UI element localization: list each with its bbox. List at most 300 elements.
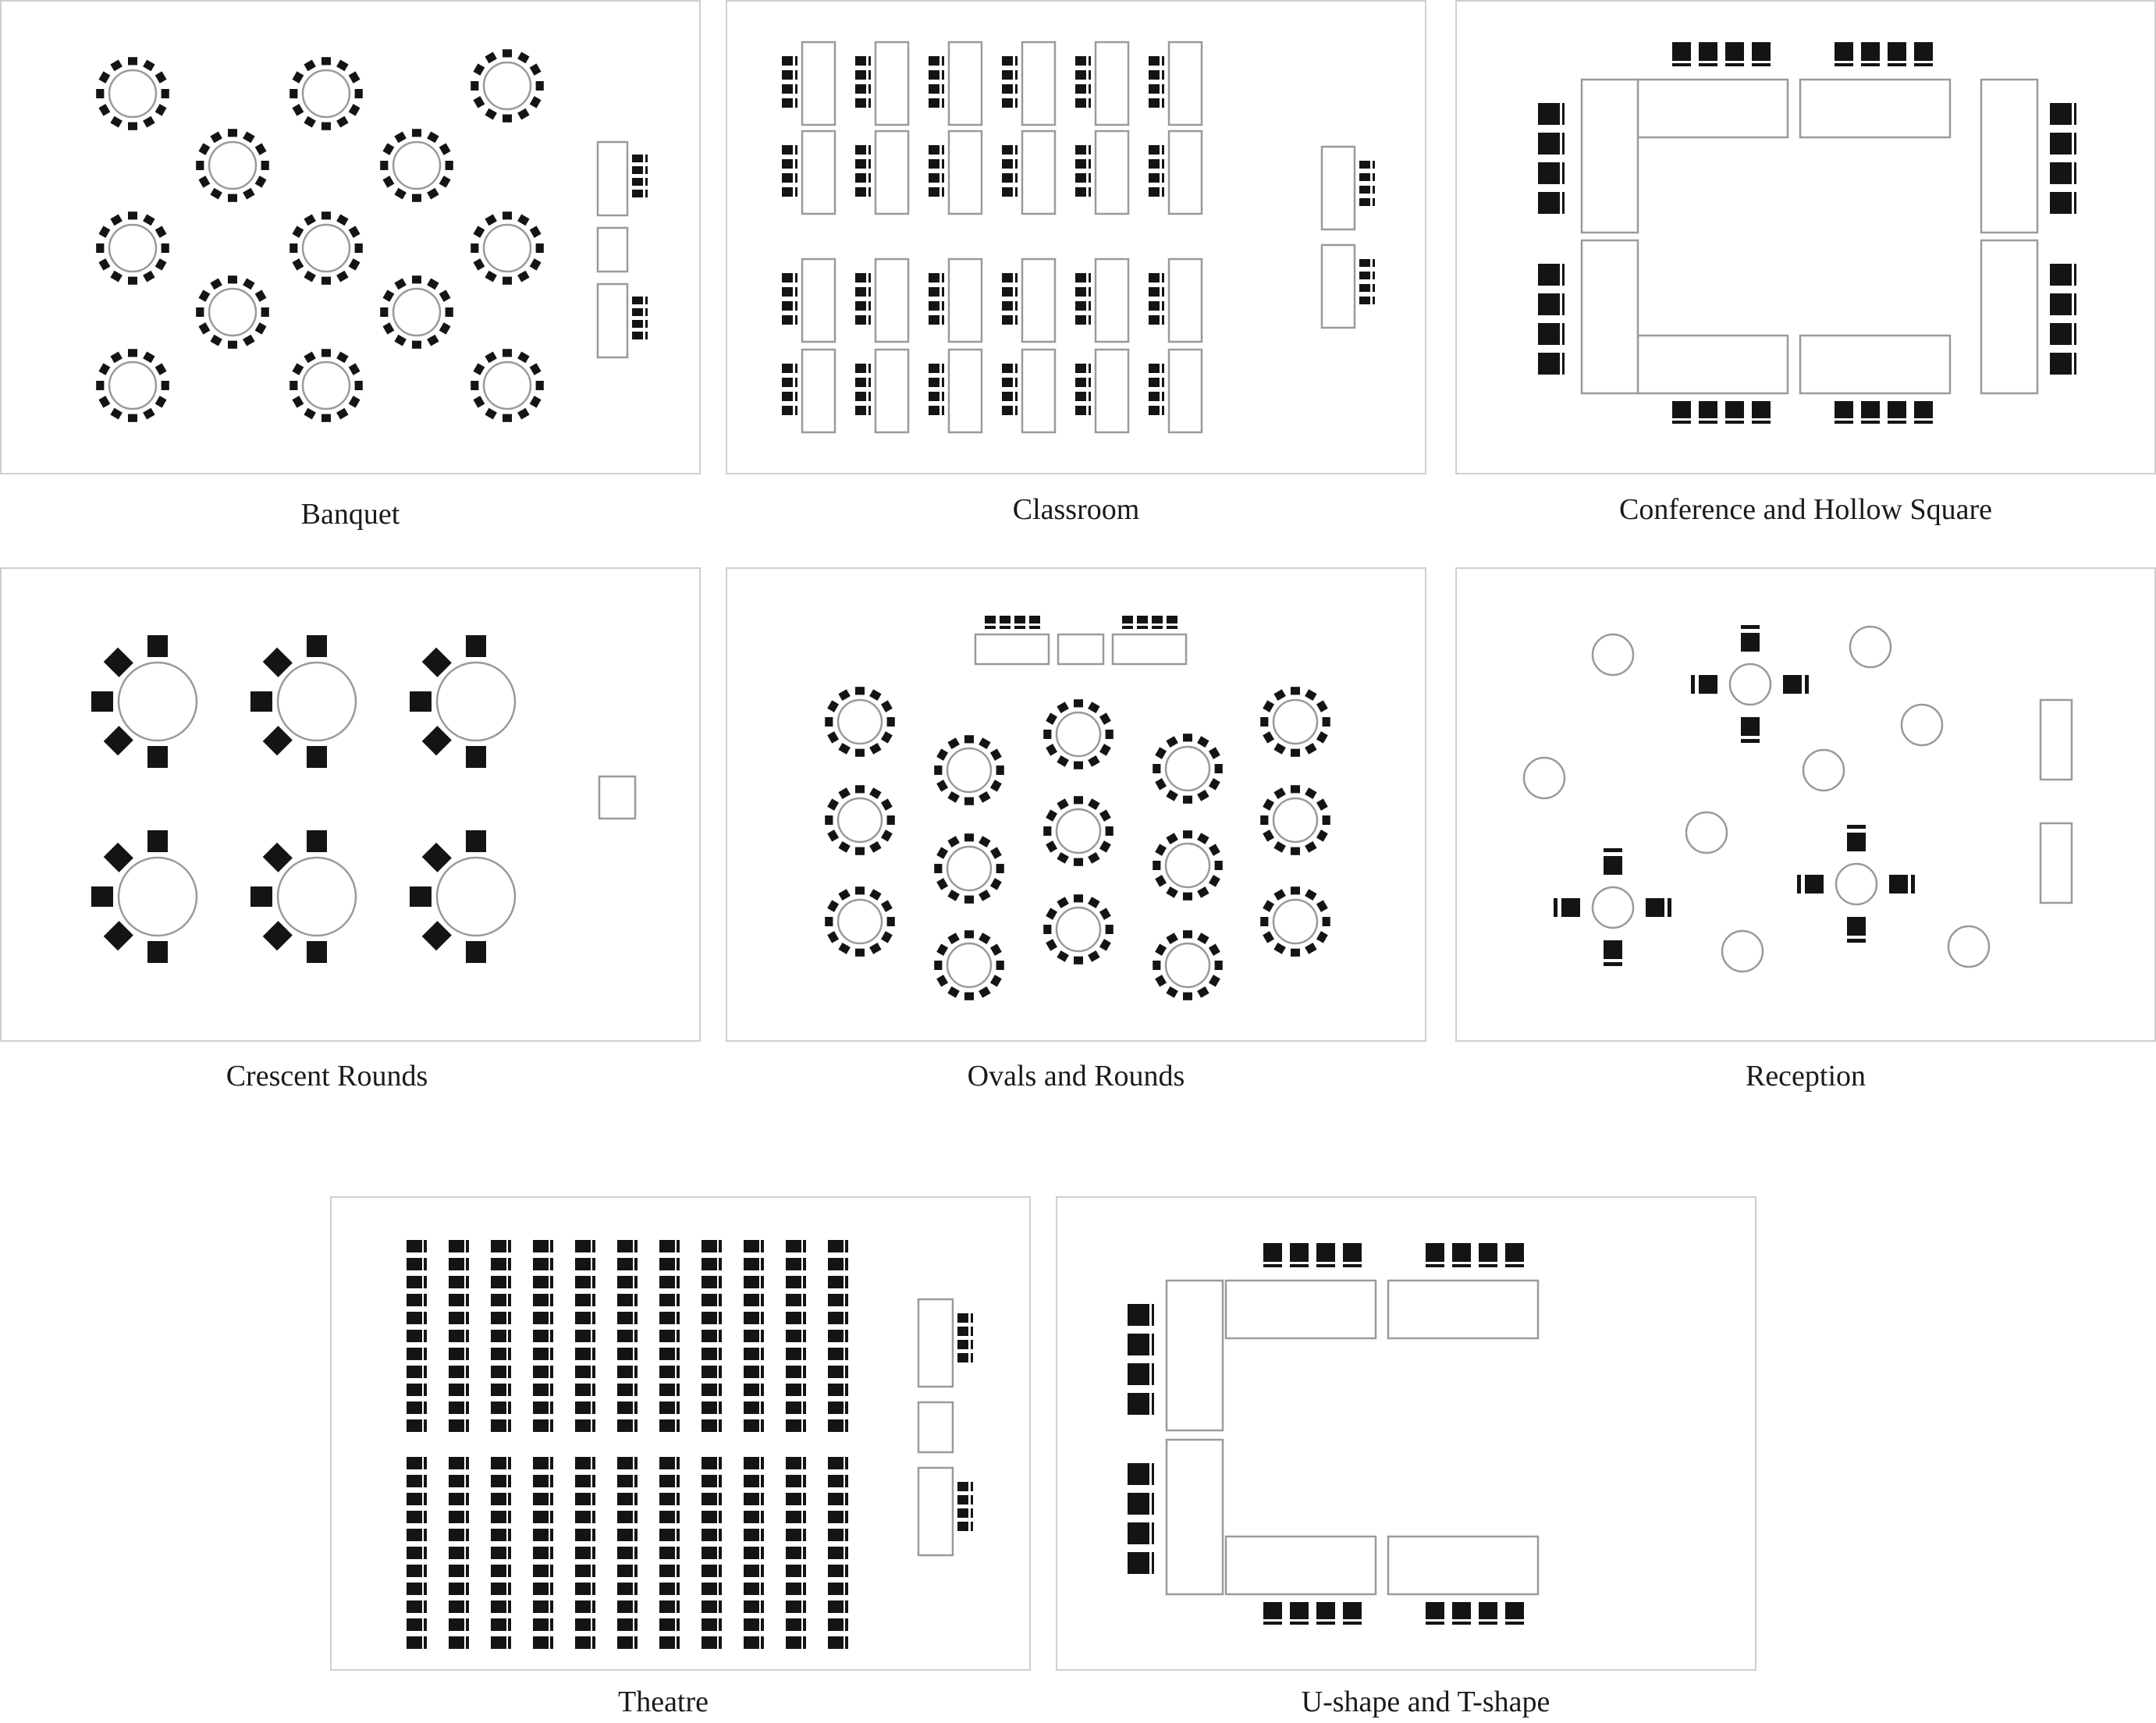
- chair: [645, 320, 648, 328]
- chair: [533, 1636, 549, 1649]
- chair: [1162, 364, 1164, 373]
- chair: [1075, 159, 1086, 169]
- chair: [1075, 378, 1086, 387]
- chair: [1002, 159, 1013, 169]
- chair: [782, 187, 793, 197]
- chair: [473, 396, 485, 407]
- chair: [1538, 293, 1560, 315]
- chair: [508, 1348, 511, 1360]
- chair: [1057, 950, 1068, 962]
- chair: [1359, 173, 1370, 181]
- table: [598, 228, 627, 272]
- chair: [1316, 798, 1328, 810]
- chair: [1162, 84, 1164, 94]
- chair: [1155, 747, 1167, 758]
- banquet-caption: Banquet: [300, 498, 400, 531]
- chair: [887, 815, 895, 825]
- chair: [761, 1240, 764, 1252]
- chair: [104, 843, 133, 872]
- chair: [1752, 401, 1771, 418]
- chair: [634, 1276, 638, 1288]
- chair: [782, 145, 793, 155]
- chair: [1128, 1393, 1149, 1415]
- chair: [1128, 1304, 1149, 1326]
- chair: [1562, 133, 1565, 155]
- chair: [719, 1419, 722, 1432]
- chair: [1015, 315, 1018, 325]
- chair: [424, 1294, 427, 1306]
- chair: [659, 1529, 675, 1541]
- chair: [508, 1475, 511, 1487]
- chair: [744, 1312, 759, 1324]
- table: [2041, 700, 2072, 780]
- chair: [128, 349, 137, 357]
- chair: [1538, 103, 1560, 125]
- chair: [466, 1258, 469, 1270]
- chair: [990, 975, 1002, 986]
- chair: [292, 363, 304, 375]
- chair: [1167, 626, 1177, 629]
- chair: [634, 1258, 638, 1270]
- chair: [929, 187, 939, 197]
- round-table: [119, 858, 197, 936]
- chair: [881, 830, 893, 841]
- chair: [677, 1330, 680, 1342]
- chair: [550, 1312, 553, 1324]
- chair: [803, 1330, 806, 1342]
- chair: [1149, 70, 1160, 80]
- chair: [1002, 392, 1013, 401]
- chair: [446, 161, 453, 170]
- chair: [659, 1583, 675, 1595]
- chair: [228, 275, 237, 283]
- chair: [536, 381, 544, 390]
- reception-floorplan: [1457, 569, 2154, 1040]
- chair: [786, 1493, 801, 1505]
- chair: [1316, 1243, 1335, 1262]
- chair: [1183, 796, 1192, 804]
- chair: [575, 1366, 591, 1378]
- chair: [1015, 98, 1018, 108]
- chair: [942, 273, 944, 282]
- chair: [964, 833, 974, 841]
- round-table: [119, 663, 197, 741]
- chair: [2074, 133, 2076, 155]
- chair: [659, 1348, 675, 1360]
- chair: [550, 1401, 553, 1414]
- chair: [491, 1457, 506, 1469]
- chair: [677, 1457, 680, 1469]
- chair: [128, 123, 137, 130]
- chair: [1057, 798, 1068, 810]
- chair: [533, 1419, 549, 1432]
- theatre-floorplan: [332, 1198, 1029, 1669]
- chair: [592, 1240, 595, 1252]
- chair: [449, 1547, 464, 1559]
- chair: [881, 931, 893, 943]
- chair: [503, 349, 512, 357]
- chair: [473, 96, 485, 108]
- chair: [929, 315, 939, 325]
- chair: [1002, 56, 1013, 66]
- chair: [407, 1258, 422, 1270]
- chair: [466, 1493, 469, 1505]
- chair: [795, 406, 797, 415]
- chair: [786, 1258, 801, 1270]
- chair: [744, 1511, 759, 1523]
- chair: [845, 1419, 848, 1432]
- round-table: [947, 748, 991, 792]
- chair: [533, 1294, 549, 1306]
- chair: [1183, 930, 1192, 938]
- chair: [719, 1366, 722, 1378]
- chair: [1046, 840, 1057, 852]
- table: [949, 42, 982, 125]
- table: [1022, 259, 1055, 342]
- chair: [1888, 401, 1906, 418]
- chair: [964, 798, 974, 805]
- chair: [503, 115, 512, 123]
- chair: [1128, 1552, 1149, 1574]
- chair: [634, 1348, 638, 1360]
- chair: [533, 1618, 549, 1631]
- chair: [471, 243, 478, 253]
- chair: [449, 1583, 464, 1595]
- chair: [632, 155, 643, 162]
- chair: [1137, 626, 1148, 629]
- chair: [530, 363, 542, 375]
- chair: [786, 1511, 801, 1523]
- chair: [719, 1457, 722, 1469]
- chair: [1015, 56, 1018, 66]
- chair: [1149, 173, 1160, 183]
- chair: [1562, 103, 1565, 125]
- cocktail-table: [1686, 812, 1727, 853]
- chair: [617, 1240, 633, 1252]
- table: [1169, 131, 1202, 214]
- chair: [855, 406, 866, 415]
- chair: [491, 1565, 506, 1577]
- chair: [803, 1258, 806, 1270]
- chair: [786, 1294, 801, 1306]
- chair: [1015, 173, 1018, 183]
- table: [1638, 80, 1788, 137]
- chair: [855, 56, 866, 66]
- chair: [761, 1529, 764, 1541]
- chair: [1043, 925, 1051, 934]
- chair: [424, 1312, 427, 1324]
- chair: [449, 1312, 464, 1324]
- chair: [617, 1401, 633, 1414]
- chair: [828, 1475, 844, 1487]
- chair: [1152, 626, 1163, 629]
- chair: [1153, 861, 1160, 870]
- chair: [155, 71, 167, 83]
- chair: [838, 943, 850, 954]
- chair: [575, 1401, 591, 1414]
- chair: [1088, 897, 1099, 908]
- chair: [1128, 1493, 1149, 1515]
- cocktail-table: [1722, 931, 1763, 972]
- chair: [1015, 187, 1018, 197]
- chair: [845, 1258, 848, 1270]
- round-table: [303, 362, 350, 409]
- chair: [550, 1600, 553, 1613]
- round-table: [1273, 900, 1317, 943]
- chair: [1373, 198, 1375, 206]
- chair: [942, 70, 944, 80]
- chair: [855, 159, 866, 169]
- chair: [1106, 826, 1114, 836]
- chair: [1359, 198, 1370, 206]
- chair: [243, 188, 254, 200]
- chair: [1604, 856, 1622, 875]
- ushape-floorplan: [1057, 1198, 1755, 1669]
- chair: [855, 187, 866, 197]
- chair: [1167, 616, 1177, 623]
- chair: [1452, 1602, 1471, 1619]
- chair: [196, 307, 204, 317]
- chair: [98, 363, 110, 375]
- chair: [868, 70, 871, 80]
- chair: [1149, 84, 1160, 94]
- chair: [592, 1258, 595, 1270]
- banquet-diagram: [0, 0, 701, 474]
- chair: [719, 1600, 722, 1613]
- chair: [575, 1618, 591, 1631]
- chair: [942, 392, 944, 401]
- chair: [155, 258, 167, 270]
- chair: [617, 1583, 633, 1595]
- chair: [1089, 406, 1091, 415]
- chair: [336, 59, 348, 71]
- chair: [424, 1330, 427, 1342]
- chair: [407, 1600, 422, 1613]
- chair: [934, 864, 942, 873]
- chair: [845, 1366, 848, 1378]
- chair: [1505, 1243, 1524, 1262]
- chair: [473, 226, 485, 237]
- chair: [508, 1240, 511, 1252]
- chair: [701, 1401, 717, 1414]
- chair: [466, 1636, 469, 1649]
- chair: [1359, 272, 1370, 279]
- chair: [2050, 293, 2072, 315]
- chair: [719, 1401, 722, 1414]
- chair: [1149, 378, 1160, 387]
- chair: [786, 1240, 801, 1252]
- chair: [803, 1636, 806, 1649]
- chair: [2050, 133, 2072, 155]
- chair: [942, 98, 944, 108]
- chair: [942, 287, 944, 297]
- chair: [449, 1258, 464, 1270]
- chair: [592, 1457, 595, 1469]
- chair: [575, 1276, 591, 1288]
- chair: [1209, 943, 1220, 955]
- crescent-diagram: [0, 567, 701, 1042]
- chair: [466, 1565, 469, 1577]
- chair: [828, 1366, 844, 1378]
- chair: [508, 1529, 511, 1541]
- table: [802, 259, 835, 342]
- chair: [575, 1240, 591, 1252]
- chair: [407, 1583, 422, 1595]
- chair: [575, 1600, 591, 1613]
- chair: [407, 1276, 422, 1288]
- chair: [162, 381, 169, 390]
- table: [1096, 131, 1128, 214]
- chair: [786, 1583, 801, 1595]
- conference-diagram: [1455, 0, 2156, 474]
- chair: [263, 921, 293, 950]
- chair: [1263, 1602, 1282, 1619]
- chair: [355, 381, 363, 390]
- chair: [155, 104, 167, 115]
- round-table: [109, 70, 156, 117]
- chair: [1197, 833, 1209, 844]
- chair: [349, 363, 361, 375]
- chair: [761, 1276, 764, 1288]
- chair: [634, 1511, 638, 1523]
- chair: [795, 84, 797, 94]
- chair: [634, 1475, 638, 1487]
- chair: [942, 187, 944, 197]
- chair: [550, 1366, 553, 1378]
- chair: [1089, 392, 1091, 401]
- table: [1169, 350, 1202, 432]
- crescent-caption: Crescent Rounds: [226, 1060, 428, 1092]
- chair: [98, 396, 110, 407]
- chair: [491, 1276, 506, 1288]
- chair: [198, 143, 210, 155]
- chair: [162, 243, 169, 253]
- chair: [508, 1366, 511, 1378]
- chair: [979, 737, 990, 749]
- chair: [1861, 421, 1880, 424]
- chair: [155, 363, 167, 375]
- chair: [929, 287, 939, 297]
- chair: [828, 1636, 844, 1649]
- table: [876, 42, 908, 125]
- chair: [255, 176, 267, 187]
- crescent-floorplan: [2, 569, 699, 1040]
- chair: [575, 1457, 591, 1469]
- chair: [1847, 825, 1866, 829]
- chair: [1562, 353, 1565, 375]
- chair: [1183, 830, 1192, 838]
- chair: [634, 1330, 638, 1342]
- chair: [533, 1475, 549, 1487]
- chair: [744, 1401, 759, 1414]
- chair: [659, 1384, 675, 1396]
- chair: [1699, 421, 1717, 424]
- chair: [634, 1636, 638, 1649]
- chair: [942, 406, 944, 415]
- chair: [887, 717, 895, 727]
- chair: [701, 1618, 717, 1631]
- chair: [990, 748, 1002, 760]
- chair: [1089, 187, 1091, 197]
- chair: [719, 1330, 722, 1342]
- chair: [936, 780, 948, 791]
- chair: [1373, 284, 1375, 292]
- ovals-diagram: [726, 567, 1426, 1042]
- chair: [466, 1366, 469, 1378]
- chair: [795, 301, 797, 311]
- chair: [533, 1457, 549, 1469]
- chair: [1149, 273, 1160, 282]
- chair: [1373, 297, 1375, 304]
- round-table: [393, 289, 440, 336]
- chair: [382, 176, 394, 187]
- chair: [786, 1384, 801, 1396]
- chair: [1197, 790, 1209, 801]
- chair: [508, 1565, 511, 1577]
- chair: [485, 271, 496, 282]
- chair: [550, 1547, 553, 1559]
- chair: [503, 414, 512, 422]
- chair: [1562, 323, 1565, 345]
- chair: [1183, 993, 1192, 1000]
- table: [1322, 147, 1355, 229]
- chair: [855, 687, 865, 695]
- chair: [1479, 1602, 1497, 1619]
- chair: [1197, 886, 1209, 898]
- chair: [427, 278, 439, 290]
- chair: [1562, 162, 1565, 184]
- chair: [261, 161, 269, 170]
- chair: [761, 1493, 764, 1505]
- chair: [868, 187, 871, 197]
- chair: [1149, 187, 1160, 197]
- chair: [701, 1475, 717, 1487]
- chair: [1075, 364, 1086, 373]
- chair: [128, 414, 137, 422]
- chair: [645, 297, 648, 304]
- chair: [701, 1276, 717, 1288]
- chair: [677, 1401, 680, 1414]
- chair: [761, 1547, 764, 1559]
- chair: [592, 1529, 595, 1541]
- chair: [929, 378, 939, 387]
- chair: [795, 273, 797, 282]
- chair: [845, 1547, 848, 1559]
- ovals-floorplan: [727, 569, 1425, 1040]
- chair: [1128, 1463, 1149, 1485]
- chair: [466, 1600, 469, 1613]
- chair: [491, 1583, 506, 1595]
- chair: [466, 1419, 469, 1432]
- chair: [321, 277, 331, 285]
- round-table: [437, 663, 515, 741]
- chair: [786, 1419, 801, 1432]
- chair: [719, 1276, 722, 1288]
- chair: [228, 129, 237, 137]
- chair: [701, 1384, 717, 1396]
- chair: [1343, 1243, 1362, 1262]
- chair: [828, 1511, 844, 1523]
- chair: [466, 830, 486, 852]
- chair: [929, 364, 939, 373]
- chair: [407, 1636, 422, 1649]
- chair: [1505, 1622, 1524, 1625]
- chair: [96, 243, 104, 253]
- chair: [110, 59, 122, 71]
- chair: [1046, 744, 1057, 755]
- chair: [1089, 301, 1091, 311]
- chair: [307, 941, 327, 963]
